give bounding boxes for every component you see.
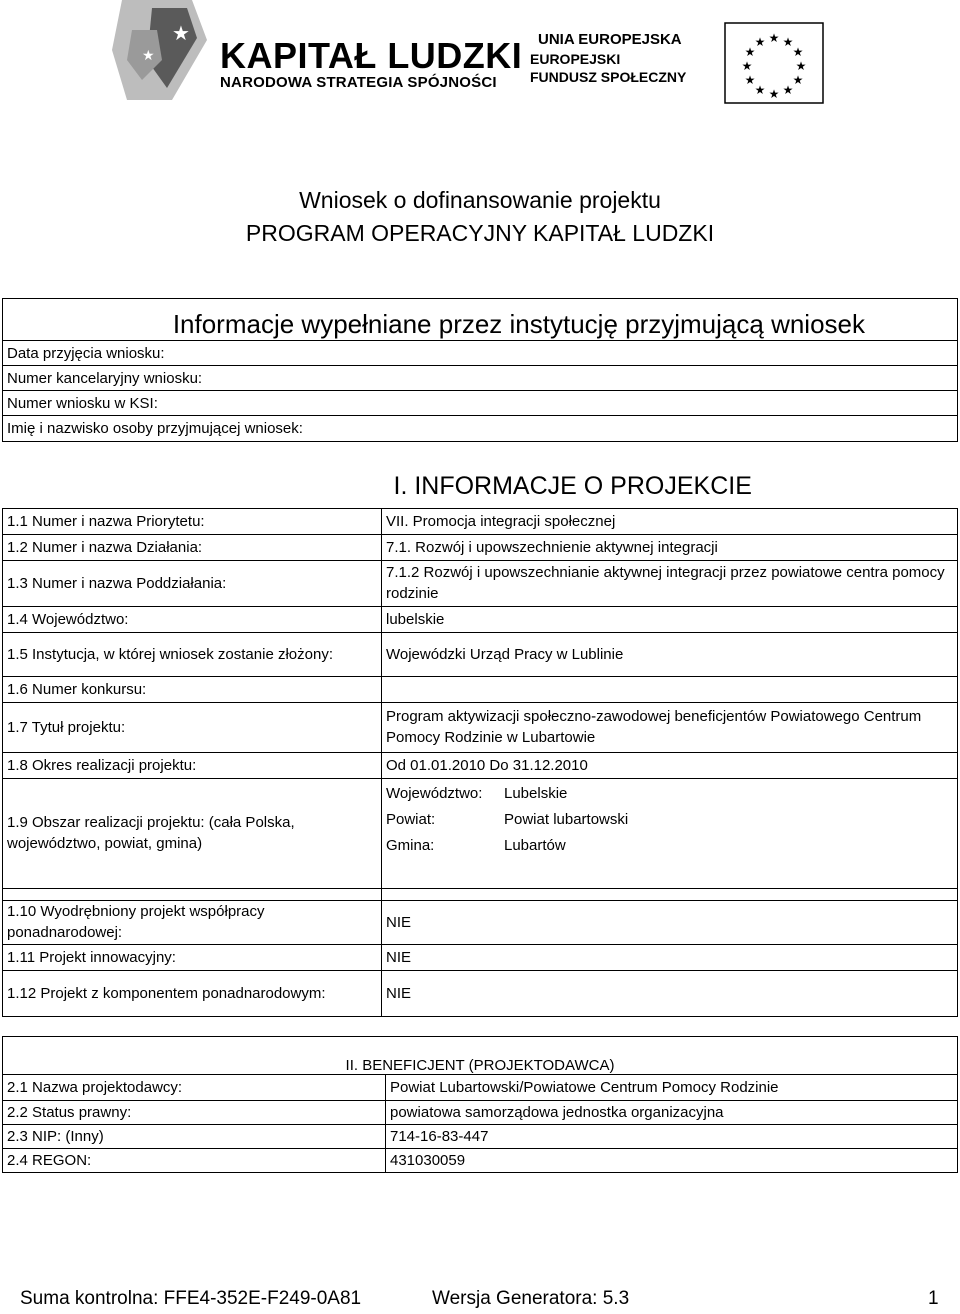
svg-text:★: ★ — [782, 35, 794, 49]
field-label: 2.4 REGON: — [3, 1149, 386, 1173]
field-value: Wojewódzki Urząd Pracy w Lublinie — [382, 632, 958, 676]
intake-heading: Informacje wypełniane przez instytucję przyjmującą wniosek — [3, 299, 958, 341]
field-value: 714-16-83-447 — [386, 1125, 958, 1149]
logo-kl-subtitle: NARODOWA STRATEGIA SPÓJNOŚCI — [220, 74, 497, 91]
logo-ue-line1: UNIA EUROPEJSKA — [538, 31, 682, 48]
field-label: 2.1 Nazwa projektodawcy: — [3, 1075, 386, 1101]
field-value: VII. Promocja integracji społecznej — [382, 508, 958, 534]
intake-row: Numer wniosku w KSI: — [3, 391, 958, 416]
svg-text:★: ★ — [172, 21, 190, 45]
field-value: 431030059 — [386, 1149, 958, 1173]
field-label: 2.2 Status prawny: — [3, 1101, 386, 1125]
field-value: NIE — [382, 900, 958, 944]
field-label: 1.7 Tytuł projektu: — [3, 702, 382, 752]
field-value — [382, 676, 958, 702]
kapital-ludzki-logo-icon — [112, 0, 212, 105]
section1-heading: I. INFORMACJE O PROJEKCIE — [393, 472, 752, 501]
eu-flag-icon — [724, 22, 824, 104]
field-value: NIE — [382, 944, 958, 970]
svg-text:★: ★ — [744, 45, 756, 59]
intake-row: Numer kancelaryjny wniosku: — [3, 366, 958, 391]
field-label: 2.3 NIP: (Inny) — [3, 1125, 386, 1149]
svg-text:★: ★ — [754, 83, 766, 97]
intake-row: Data przyjęcia wniosku: — [3, 341, 958, 366]
field-value: 7.1. Rozwój i upowszechnienie aktywnej integracji — [382, 534, 958, 560]
beneficiary-table — [2, 1036, 958, 1173]
field-label: 1.9 Obszar realizacji projektu: (cała Polska, województwo, powiat, gmina) — [3, 778, 382, 888]
field-label: 1.5 Instytucja, w której wniosek zostanie złożony: — [3, 632, 382, 676]
doc-title: Wniosek o dofinansowanie projektu — [299, 187, 661, 213]
field-label: 1.2 Numer i nazwa Działania: — [3, 534, 382, 560]
area-woj-label: Województwo: — [386, 784, 483, 802]
field-label: 1.12 Projekt z komponentem ponadnarodowym: — [3, 970, 382, 1016]
logo-kl-title: KAPITAŁ LUDZKI — [220, 35, 523, 76]
field-value: 7.1.2 Rozwój i upowszechnianie aktywnej integracji przez powiatowe centra pomocy rodzinie — [382, 560, 958, 606]
field-label: 1.6 Numer konkursu: — [3, 676, 382, 702]
intake-row: Imię i nazwisko osoby przyjmującej wniosek: — [3, 416, 958, 442]
svg-text:★: ★ — [792, 45, 804, 59]
footer-version: Wersja Generatora: 5.3 — [432, 1288, 630, 1309]
field-label: 1.10 Wyodrębniony projekt współpracy ponadnarodowej: — [3, 900, 382, 944]
field-value: Program aktywizacji społeczno-zawodowej beneficjentów Powiatowego Centrum Pomocy Rodzinie w Lubartowie — [382, 702, 958, 752]
field-value: Od 01.01.2010 Do 31.12.2010 — [382, 752, 958, 778]
svg-text:★: ★ — [795, 59, 807, 73]
area-pow-value: Powiat lubartowski — [504, 810, 629, 828]
area-pow-label: Powiat: — [386, 810, 436, 828]
area-woj-value: Lubelskie — [504, 784, 568, 802]
field-value: lubelskie — [382, 606, 958, 632]
svg-text:★: ★ — [744, 73, 756, 87]
field-label: 1.8 Okres realizacji projektu: — [3, 752, 382, 778]
area-gmi-value: Lubartów — [504, 836, 566, 854]
section2-heading: II. BENEFICJENT (PROJEKTODAWCA) — [3, 1037, 958, 1075]
area-gmi-label: Gmina: — [386, 836, 435, 854]
field-label: 1.1 Numer i nazwa Priorytetu: — [3, 508, 382, 534]
field-label: 1.3 Numer i nazwa Poddziałania: — [3, 560, 382, 606]
field-value: Powiat Lubartowski/Powiatowe Centrum Pomocy Rodzinie — [386, 1075, 958, 1101]
svg-text:★: ★ — [142, 48, 155, 64]
footer-checksum: Suma kontrolna: FFE4-352E-F249-0A81 — [20, 1288, 362, 1309]
doc-subtitle: PROGRAM OPERACYJNY KAPITAŁ LUDZKI — [245, 220, 715, 246]
logo-ue-line2: EUROPEJSKI — [530, 51, 621, 67]
svg-text:★: ★ — [792, 73, 804, 87]
footer-page-number: 1 — [928, 1288, 939, 1309]
field-label: 1.11 Projekt innowacyjny: — [3, 944, 382, 970]
svg-text:★: ★ — [782, 83, 794, 97]
field-value: NIE — [382, 970, 958, 1016]
svg-text:★: ★ — [754, 35, 766, 49]
header-logos — [0, 0, 960, 110]
svg-text:★: ★ — [741, 59, 753, 73]
svg-text:★: ★ — [768, 87, 780, 101]
area-values — [382, 778, 958, 888]
intake-table — [2, 298, 958, 442]
field-value: powiatowa samorządowa jednostka organizacyjna — [386, 1101, 958, 1125]
logo-ue-line3: FUNDUSZ SPOŁECZNY — [530, 69, 687, 85]
field-label: 1.4 Województwo: — [3, 606, 382, 632]
svg-text:★: ★ — [768, 31, 780, 45]
project-info-table — [2, 466, 958, 1017]
